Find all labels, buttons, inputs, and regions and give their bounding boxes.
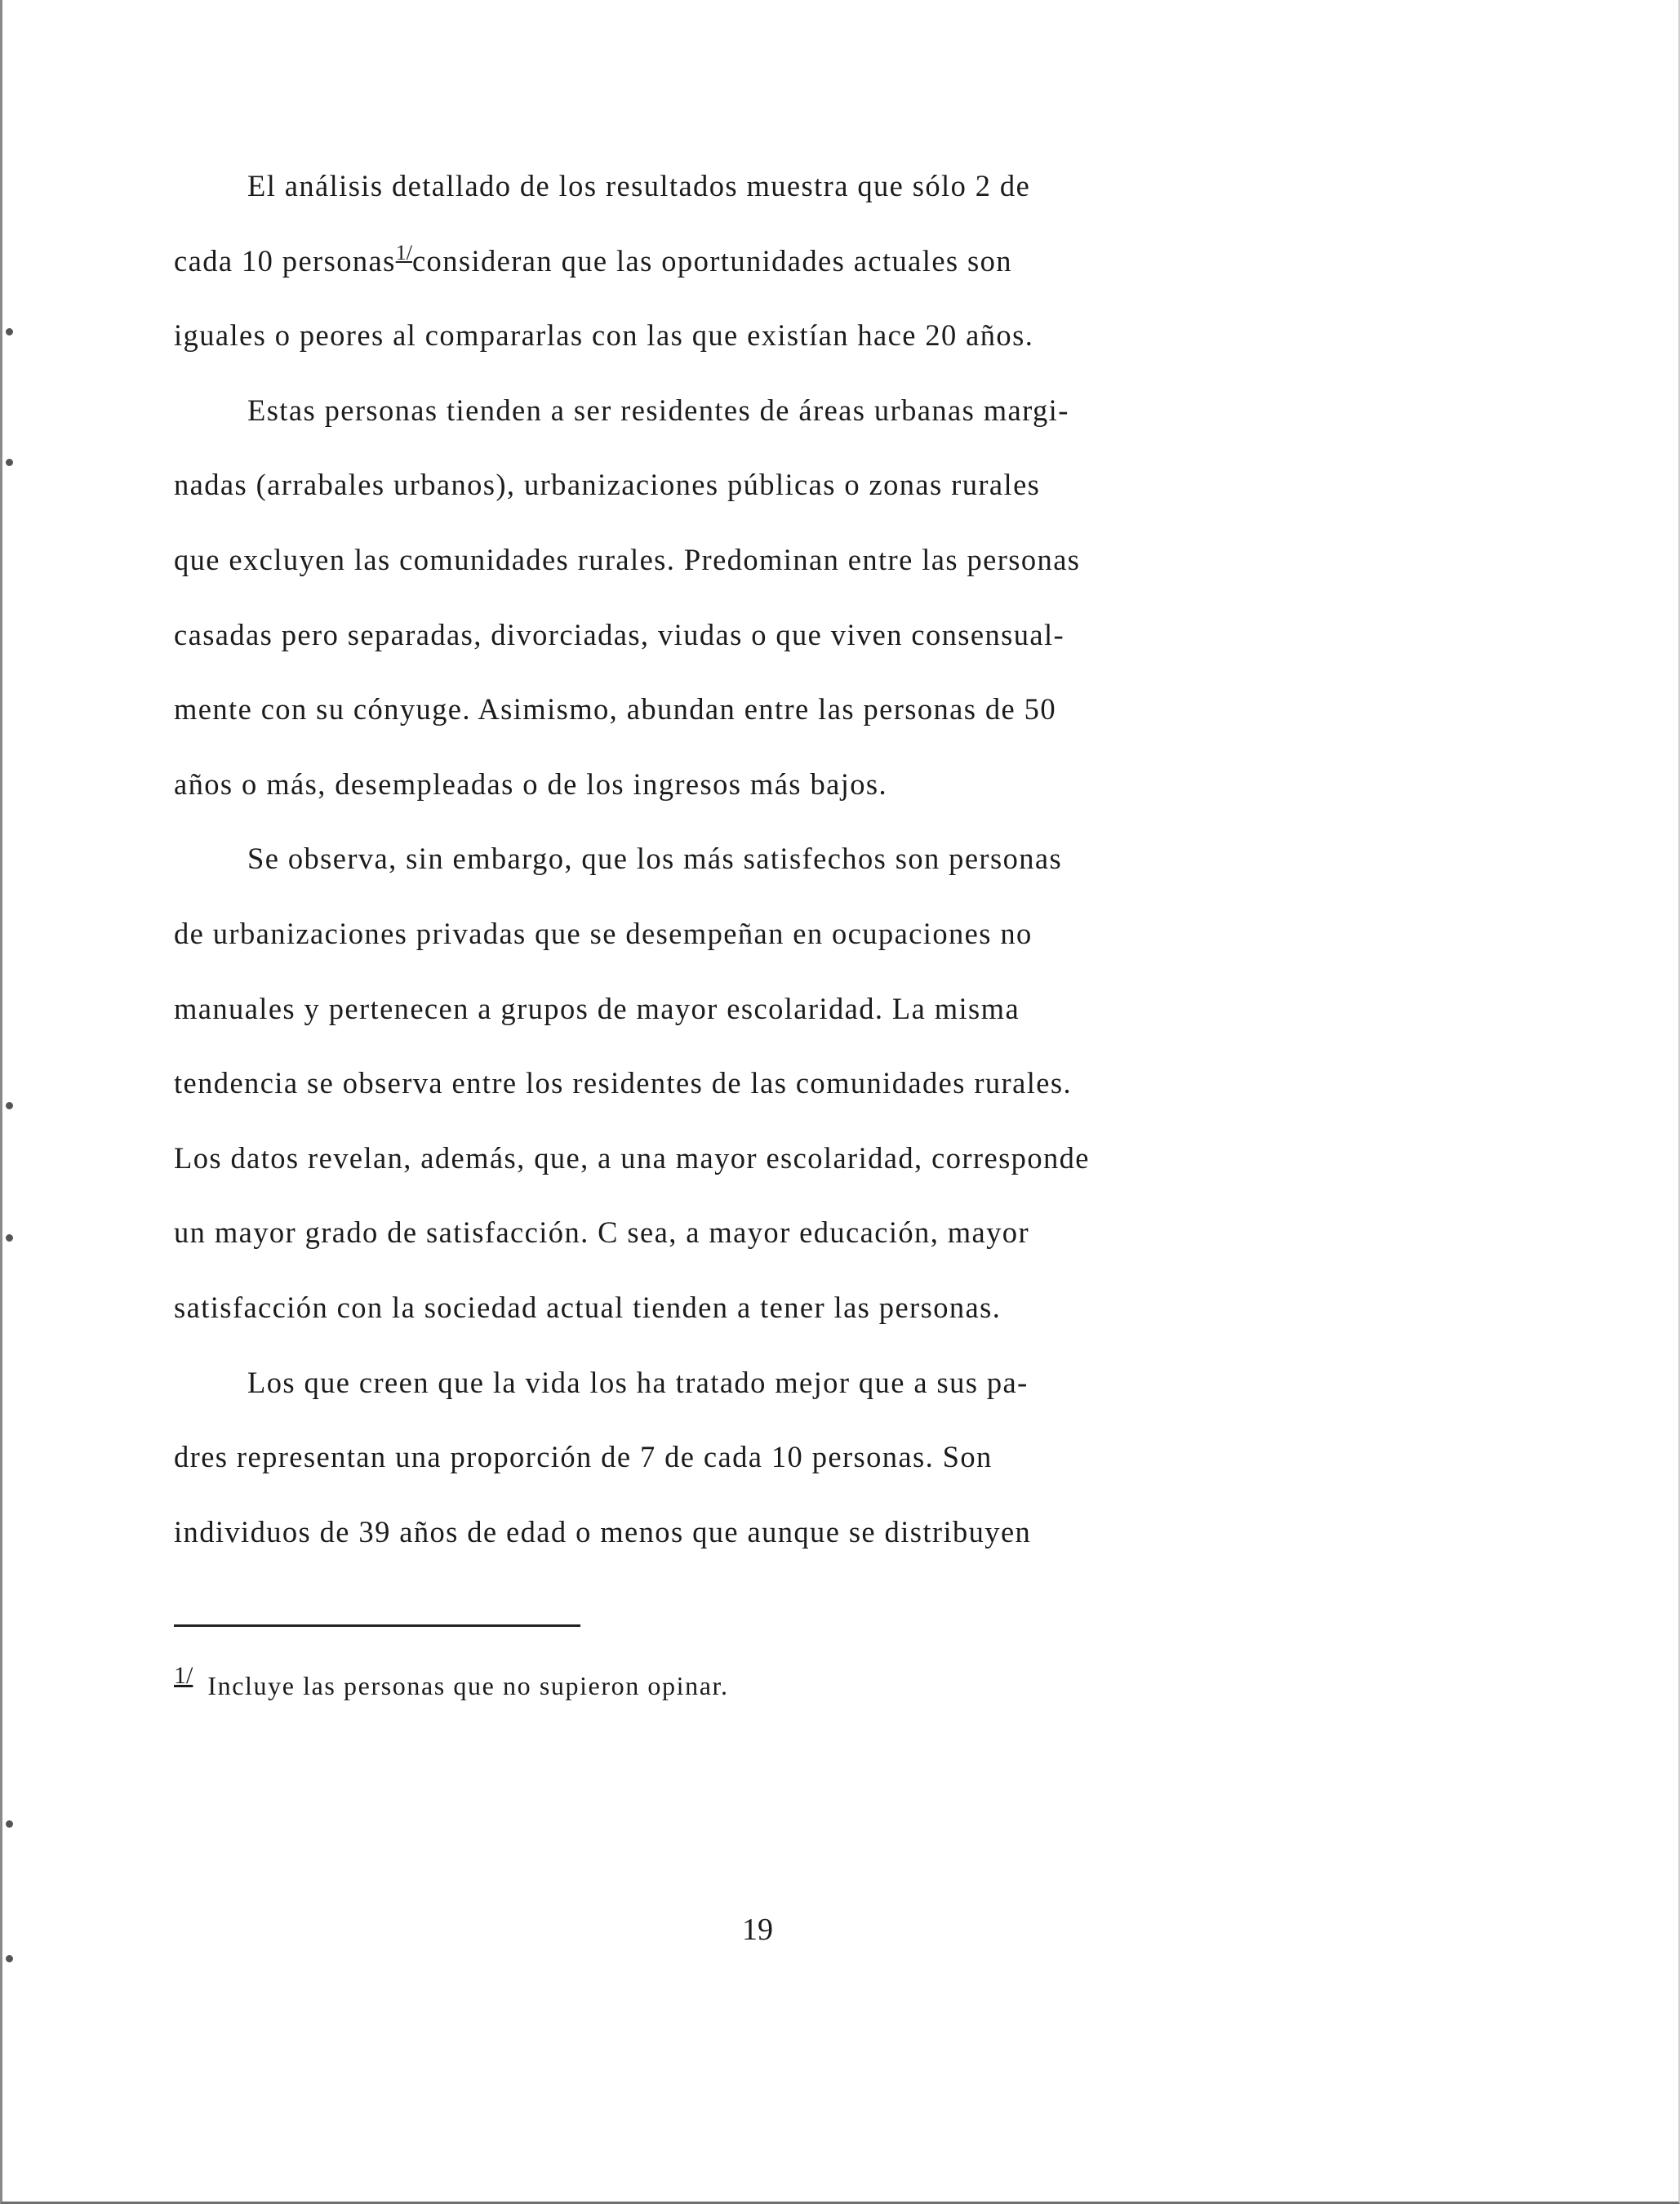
text-line <box>174 298 1390 373</box>
line-text: cada 10 personas <box>174 243 396 278</box>
line-text: un mayor grado de satisfacción. C sea, a mayor educación, mayor <box>174 1215 1029 1250</box>
text-line <box>174 1046 1390 1121</box>
footnote <box>174 1662 729 1701</box>
line-text: dres representan una proporción de 7 de cada 10 personas. Son <box>174 1440 993 1474</box>
scan-speck <box>6 459 13 466</box>
line-text: de urbanizaciones privadas que se desempeñan en ocupaciones no <box>174 916 1033 950</box>
text-line <box>174 1195 1390 1270</box>
text-line <box>174 224 1390 299</box>
line-text: satisfacción con la sociedad actual tienden a tener las personas. <box>174 1290 1002 1324</box>
scan-speck <box>6 1234 13 1242</box>
text-line <box>174 1121 1390 1196</box>
line-text: Los que creen que la vida los ha tratado mejor que a sus pa- <box>247 1365 1029 1399</box>
text-line <box>174 1495 1390 1570</box>
scan-speck <box>6 1820 13 1828</box>
text-line <box>174 598 1390 673</box>
text-line <box>174 1345 1390 1420</box>
text-line <box>174 971 1390 1046</box>
footnote-separator <box>174 1624 580 1627</box>
scan-speck <box>6 1955 13 1962</box>
page-number: 19 <box>742 1913 773 1947</box>
footnote-mark: 1/ <box>174 1662 193 1689</box>
footnote-reference: 1/ <box>395 240 412 264</box>
line-text: individuos de 39 años de edad o menos que aunque se distribuyen <box>174 1514 1032 1549</box>
text-line <box>174 747 1390 822</box>
line-text: años o más, desempleadas o de los ingresos más bajos. <box>174 767 888 801</box>
line-text: que excluyen las comunidades rurales. Predominan entre las personas <box>174 542 1081 576</box>
text-line <box>174 672 1390 747</box>
text-line <box>174 896 1390 971</box>
line-text: mente con su cónyuge. Asimismo, abundan entre las personas de 50 <box>174 692 1056 727</box>
line-text: nadas (arrabales urbanos), urbanizaciones públicas o zonas rurales <box>174 468 1041 502</box>
line-text: iguales o peores al compararlas con las que existían hace 20 años. <box>174 318 1034 353</box>
text-line <box>174 1270 1390 1345</box>
body-text <box>174 149 1390 1569</box>
text-line <box>174 522 1390 598</box>
line-text: casadas pero separadas, divorciadas, viudas o que viven consensual- <box>174 617 1065 651</box>
line-text: consideran que las oportunidades actuales son <box>411 243 1012 278</box>
text-line <box>174 1420 1390 1495</box>
line-text: Se observa, sin embargo, que los más satisfechos son personas <box>247 842 1063 876</box>
line-text: Estas personas tienden a ser residentes de áreas urbanas margi- <box>247 393 1069 427</box>
footnote-text: Incluye las personas que no supieron opinar. <box>207 1671 729 1700</box>
line-text: manuales y pertenecen a grupos de mayor escolaridad. La misma <box>174 991 1020 1025</box>
line-text: tendencia se observa entre los residentes de las comunidades rurales. <box>174 1066 1072 1100</box>
text-line <box>174 149 1390 224</box>
line-text: Los datos revelan, además, que, a una mayor escolaridad, corresponde <box>174 1140 1090 1175</box>
scan-speck <box>6 328 13 335</box>
text-line <box>174 447 1390 522</box>
line-text: El análisis detallado de los resultados muestra que sólo 2 de <box>247 169 1031 202</box>
text-line <box>174 373 1390 448</box>
text-line <box>174 821 1390 896</box>
scan-speck <box>6 1102 13 1109</box>
